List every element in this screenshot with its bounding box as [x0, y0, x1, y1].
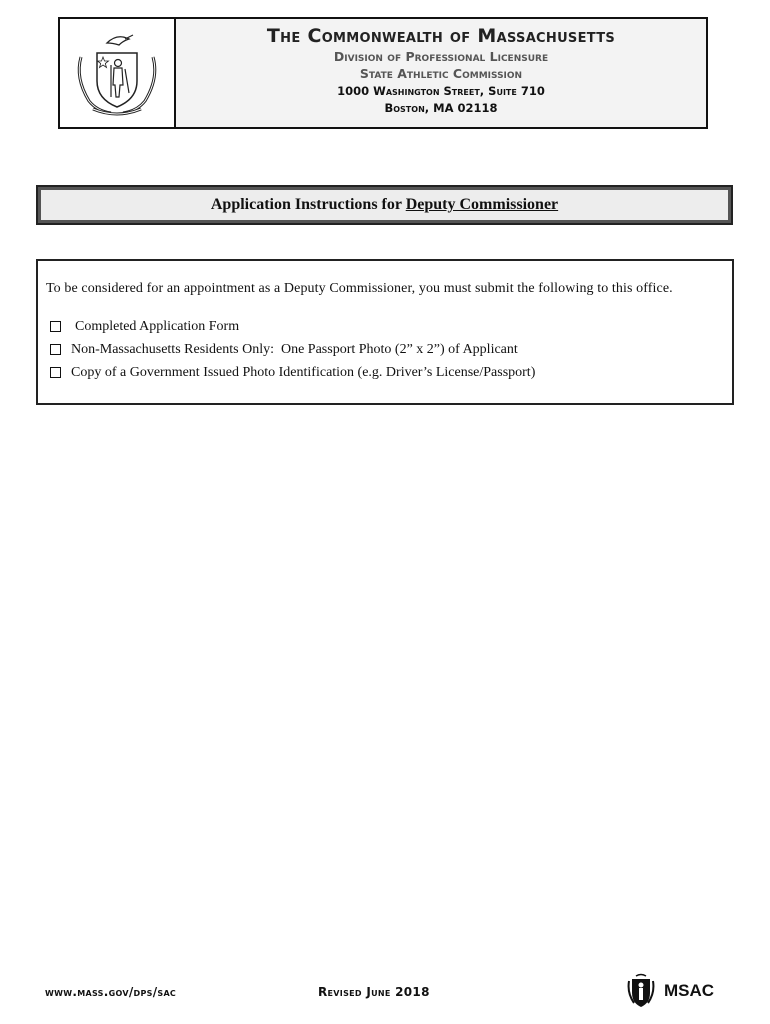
massachusetts-seal-icon [67, 23, 167, 123]
checkbox-passport-photo[interactable] [50, 344, 61, 355]
checklist-item-label: Copy of a Government Issued Photo Identification (e.g. Driver’s License/Passport) [71, 364, 536, 380]
instructions-intro: To be considered for an appointment as a Deputy Commissioner, you must submit the following to this office. [46, 281, 673, 296]
footer-logo [626, 973, 714, 1009]
checkbox-photo-id[interactable] [50, 367, 61, 378]
title-prefix: Application Instructions for [210, 196, 406, 213]
title-bar [36, 185, 733, 225]
checkbox-application-form[interactable] [50, 321, 61, 332]
city-address: Boston, MA 02118 [384, 101, 498, 115]
checklist-item [46, 315, 724, 338]
title-role: Deputy Commissioner [405, 196, 559, 213]
footer-revised: Revised June 2018 [318, 985, 430, 999]
checklist-item-label: Completed Application Form [75, 318, 240, 334]
msac-seal-icon [626, 973, 656, 1009]
instructions-box [36, 259, 734, 405]
checklist-item-label: Non-Massachusetts Residents Only: One Passport Photo (2” x 2”) of Applicant [71, 341, 518, 357]
division-name: Division of Professional Licensure [333, 49, 549, 64]
document-title [41, 190, 728, 220]
street-address: 1000 Washington Street, Suite 710 [337, 84, 545, 98]
checklist-item [46, 338, 724, 361]
commonwealth-title: The Commonwealth of Massachusetts [266, 25, 616, 47]
footer-url: www.mass.gov/dps/sac [45, 985, 177, 999]
letterhead-text [176, 19, 706, 127]
seal-box [60, 19, 176, 127]
commission-name: State Athletic Commission [359, 66, 523, 81]
footer-brand: MSAC [664, 981, 715, 1000]
checklist-item [46, 361, 724, 384]
letterhead [58, 17, 708, 129]
